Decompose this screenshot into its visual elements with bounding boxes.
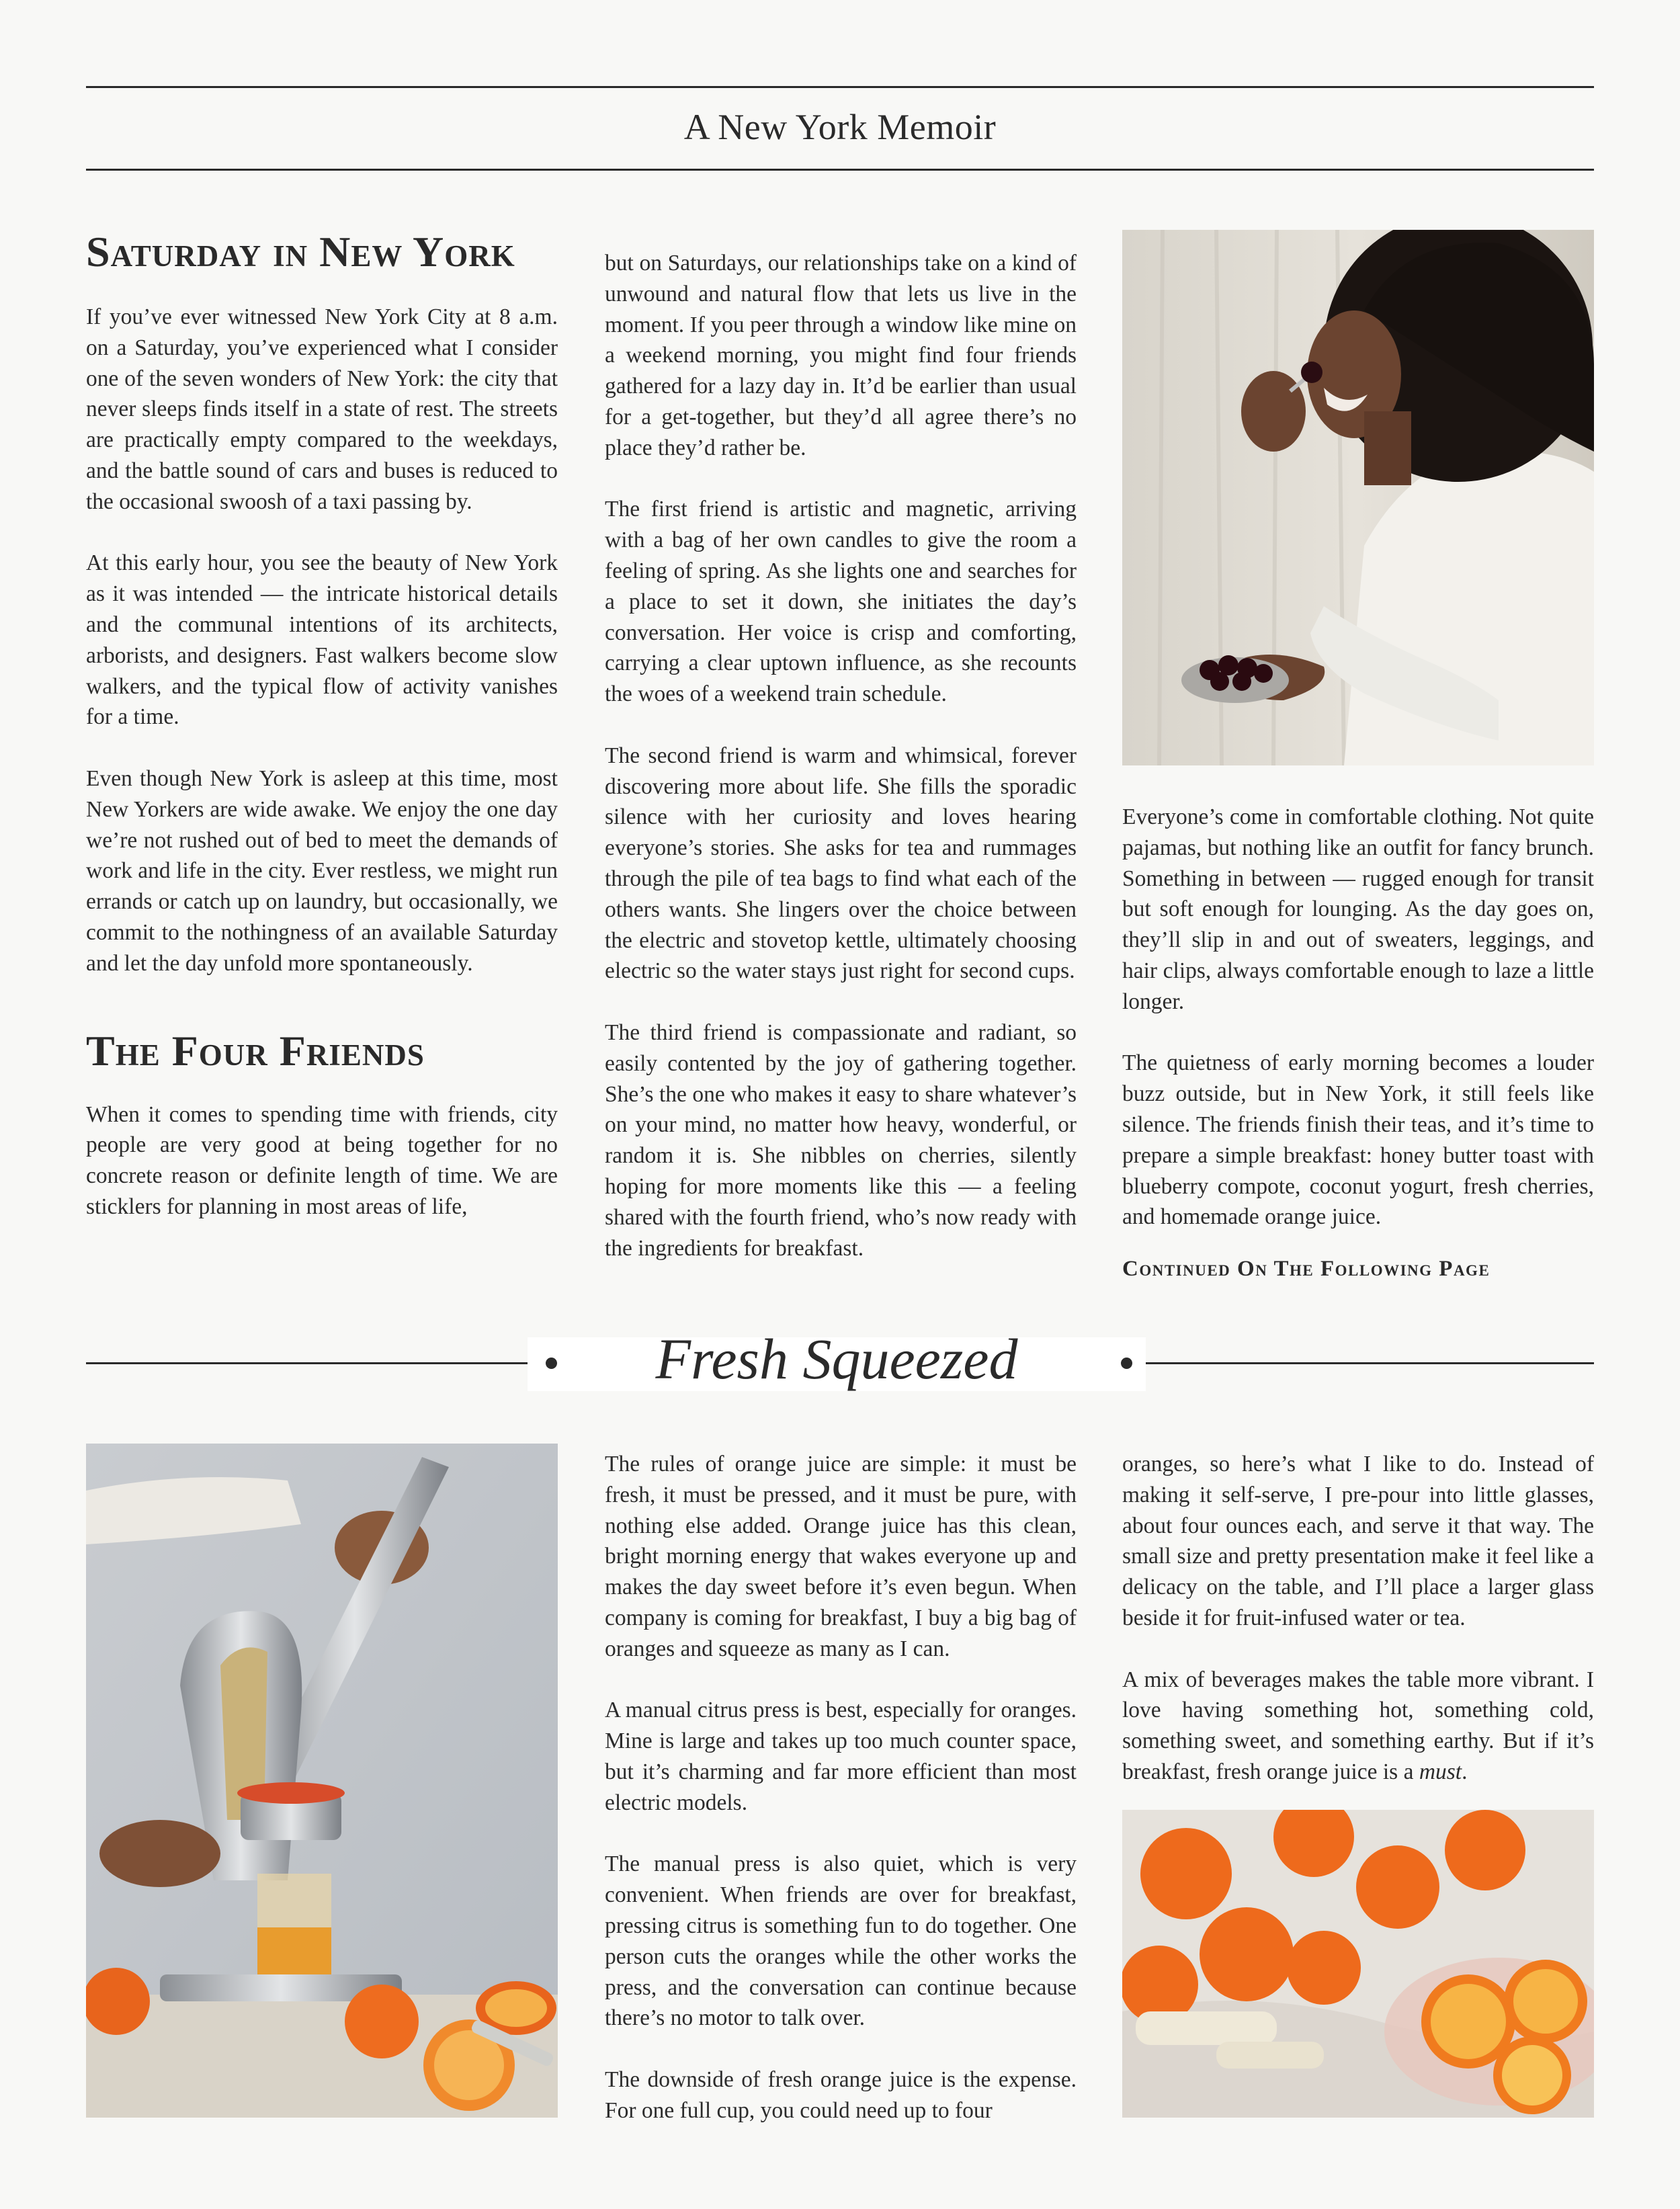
- article1-heading: Saturday in New York: [86, 228, 515, 276]
- masthead-top-rule: [86, 86, 1594, 88]
- banner-rule-left: [86, 1362, 530, 1364]
- article1-col3-paragraph-1: Everyone’s come in comfortable clothing. Not quite pajamas, but nothing like an outfit for fancy brunch. Something in between — rugged enough for transit but soft enough for lounging. As the day goes on, they’ll slip in and out of sweaters, leggings, and hair clips, always comfortable enough to laze a little longer.: [1122, 804, 1594, 1014]
- article2-col3-paragraph-2: [1122, 1665, 1594, 1788]
- article2-col3-paragraph-2-end: .: [1462, 1759, 1468, 1784]
- article2-paragraph-1: The rules of orange juice are simple: it must be fresh, it must be pressed, and it must be pure, with nothing else added. Orange juice has this clean, bright morning energy that wakes everyone up and makes the day sweet before it’s even begun. When company is coming for breakfast, I buy a big bag of oranges and squeeze as many as I can.: [605, 1452, 1077, 1661]
- banner-rule-right: [1146, 1362, 1594, 1364]
- oranges-photo: [1122, 1810, 1594, 2118]
- citrus-press-photo: [86, 1444, 558, 2118]
- article2-paragraph-3: The manual press is also quiet, which is very convenient. When friends are over for breakfast, pressing citrus is something fun to do together. One person cuts the oranges while the other works the press, and the conversation can continue because there’s no motor to talk over.: [605, 1851, 1077, 2031]
- article1-col2-paragraph-1: but on Saturdays, our relationships take on a kind of unwound and natural flow that lets us live in the moment. If you peer through a window like mine on a weekend morning, you might find four friends gathered for a lazy day in. It’d be earlier than usual for a get-together, but they’d all agree there’s no place they’d rather be.: [605, 251, 1077, 460]
- article1-col3-paragraph-2: The quietness of early morning becomes a louder buzz outside, but in New York, it still feels like silence. The friends finish their teas, and it’s time to prepare a simple breakfast: honey butter toast with blueberry compote, coconut yogurt, fresh cherries, and homemade orange juice.: [1122, 1050, 1594, 1230]
- masthead-title: A New York Memoir: [683, 107, 997, 147]
- article2-col3-paragraph-1: oranges, so here’s what I like to do. Instead of making it self-serve, I pre-pour into little glasses, about four ounces each, and serve it that way. The small size and pretty presentation make it feel like a delicacy on the table, and I’ll place a larger glass beside it for fruit-infused water or tea.: [1122, 1452, 1594, 1630]
- article2-column-3: [1122, 1449, 1594, 1788]
- article1-subheading: The Four Friends: [86, 1026, 425, 1075]
- article1-paragraph-1: If you’ve ever witnessed New York City at 8 a.m. on a Saturday, you’ve experienced what I consider one of the seven wonders of New York: the city that never sleeps finds itself in a state of rest. The streets are practically empty compared to the weekdays, and the battle sound of cars and buses is reduced to the occasional swoosh of a taxi passing by.: [86, 304, 558, 514]
- article2-paragraph-4: The downside of fresh orange juice is the expense. For one full cup, you could need up to four: [605, 2067, 1077, 2123]
- must-emphasis: must: [1419, 1759, 1462, 1784]
- article1-col2-paragraph-2: The first friend is artistic and magnetic, arriving with a bag of her own candles to give the room a feeling of spring. As she lights one and searches for a place to set it down, she initiates the day’s conversation. Her voice is crisp and comforting, carrying a clear uptown influence, as she recounts the woes of a weekend train schedule.: [605, 497, 1077, 707]
- article2-column-2: [605, 1449, 1077, 2126]
- article2-col3-paragraph-2-text: A mix of beverages makes the table more vibrant. I love having something hot, something cold, something sweet, and something earthy. But if it’s breakfast, fresh orange juice is a: [1122, 1667, 1594, 1784]
- article1-col2-paragraph-4: The third friend is compassionate and radiant, so easily contented by the joy of gathering together. She’s the one who makes it easy to share whatever’s on your mind, no matter how heavy, wonderful, or random it is. She nibbles on cherries, silently hoping for more moments like this — a feeling shared with the fourth friend, who’s now ready with the ingredients for breakfast.: [605, 1019, 1077, 1261]
- article1-column-1: [86, 228, 558, 1222]
- article1-paragraph-4: When it comes to spending time with friends, city people are very good at being together for no concrete reason or definite length of time. We are sticklers for planning in most areas of life,: [86, 1101, 558, 1219]
- article1-paragraph-3: Even though New York is asleep at this time, most New Yorkers are wide awake. We enjoy the one day we’re not rushed out of bed to meet the demands of work and life in the city. Ever restless, we might run errands or catch up on laundry, but occasionally, we commit to the nothingness of an available Saturday and let the day unfold more spontaneously.: [86, 765, 558, 976]
- masthead-bottom-rule: [86, 169, 1594, 171]
- fresh-squeezed-title: Fresh Squeezed: [655, 1327, 1018, 1391]
- woman-eating-cherries-photo: [1122, 230, 1594, 765]
- continued-note: Continued On The Following Page: [1122, 1257, 1490, 1282]
- article2-paragraph-2: A manual citrus press is best, especially for oranges. Mine is large and takes up too much counter space, but it’s charming and far more efficient than most electric models.: [605, 1698, 1077, 1815]
- article1-column-2: [605, 248, 1077, 1263]
- article1-col2-paragraph-3: The second friend is warm and whimsical, forever discovering more about life. She fills the sporadic silence with her curiosity and loves hearing everyone’s stories. She asks for tea and rummages through the pile of tea bags to find what each of the others wants. She lingers over the choice between the electric and stovetop kettle, ultimately choosing electric so the water stays just right for second cups.: [605, 743, 1077, 984]
- article1-column-3: [1122, 802, 1594, 1285]
- article1-paragraph-2: At this early hour, you see the beauty of New York as it was intended — the intricate historical details and the communal intentions of its architects, arborists, and designers. Fast walkers become slow walkers, and the typical flow of activity vanishes for a time.: [86, 550, 558, 730]
